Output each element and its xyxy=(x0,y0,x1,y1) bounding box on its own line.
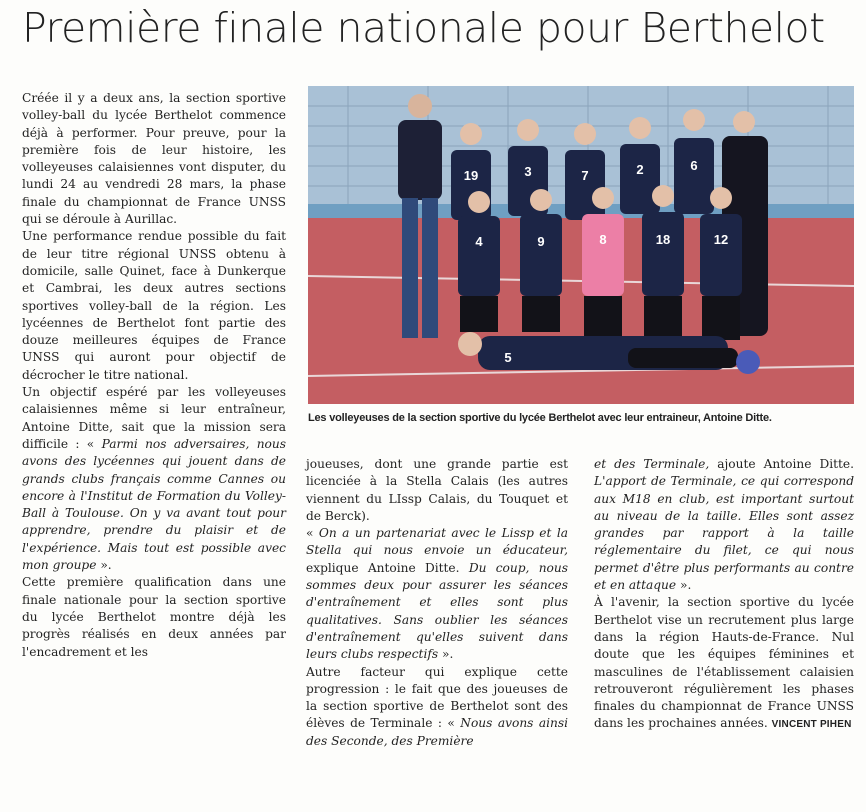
paragraph: et des Terminale, ajoute Antoine Ditte. L'apport de Terminale, ce qui correspond aux M18 en club, est important surtout au niveau de la taille. Elles sont assez grandes par rapport à la taille réglementaire du filet, ce qui nous permet d'être plus performants au contre et en attaque ». xyxy=(594,457,855,593)
author-signature: VINCENT PIHEN xyxy=(771,719,852,731)
quote: Du coup, nous sommes deux pour assurer les séances d'entraînement et elles sont plus qualitatives. Sans oublier les séances d'entraînement qu'elles suivent dans leurs clubs respectifs xyxy=(306,560,569,662)
jersey-number: 3 xyxy=(524,164,532,179)
quote: On a un partenariat avec le Lissp et la Stella qui nous envoie un éducateur, xyxy=(306,526,569,558)
jersey-number: 18 xyxy=(655,232,671,247)
paragraph: Un objectif espéré par les volleyeuses calaisiennes même si leur entraîneur, Antoine Ditte, sait que la mission sera difficile : « Parmi nos adversaires, nous avons des lycéennes qui jouent dans de grands clubs français comme Cannes ou encore à l'Institut de Formation du Volley-Ball à Toulouse. On y va avant tout pour apprendre, prendre du plaisir et de l'expérience. Mais tout est possible avec mon groupe ». xyxy=(22,385,286,573)
jersey-number: 9 xyxy=(537,234,545,249)
text-column-3 xyxy=(594,456,854,734)
paragraph: joueuses, dont une grande partie est licenciée à la Stella Calais (les autres viennent du LIssp Calais, du Touquet et de Berck). xyxy=(306,457,568,523)
paragraph: Une performance rendue possible du fait de leur titre régional UNSS obtenu à domicile, salle Quinet, face à Dunkerque et Cambrai, les deux autres sections sportives volley-ball de la région. Les lycéennes de Berthelot font partie des douze meilleures équipes de France UNSS qui auront pour objectif de décrocher le titre national. xyxy=(22,229,286,382)
jersey-number: 6 xyxy=(690,158,698,173)
quote: et des Terminale, xyxy=(594,457,710,471)
team-photo xyxy=(308,86,854,404)
jersey-number: 12 xyxy=(713,232,729,247)
paragraph: À l'avenir, la section sportive du lycée Berthelot vise un recrutement plus large dans la région Hauts-de-France. Nul doute que les équipes féminines et masculines de l'établissement calaisien retrouveront régulièrement les phases finales du championnat de France UNSS dans les prochaines années. VINCENT PIHEN xyxy=(594,595,854,731)
paragraph: Cette première qualification dans une finale nationale pour la section sportive du lycée Berthelot montre déjà les progrès réalisés en deux années par l'encadrement et les xyxy=(22,575,286,659)
paragraph: Créée il y a deux ans, la section sportive volley-ball du lycée Berthelot commence déjà à performer. Pour preuve, pour la première fois de leur histoire, les volleyeuses calaisiennes vont disputer, du lundi 24 au vendredi 28 mars, la phase finale du championnat de France UNSS qui se déroule à Aurillac. xyxy=(22,91,286,227)
jersey-number: 5 xyxy=(504,350,512,365)
paragraph: Autre facteur qui explique cette progression : le fait que des joueuses de la section sportive de Berthelot sont des élèves de Terminale : « Nous avons ainsi des Seconde, des Première xyxy=(306,664,569,748)
quote: Parmi nos adversaires, nous avons des lycéennes qui jouent dans de grands clubs français comme Cannes ou encore à l'Institut de Formation du Volley-Ball à Toulouse. On y va avant tout pour apprendre, prendre du plaisir et de l'expérience. Mais tout est possible avec mon groupe xyxy=(22,436,286,573)
photo-caption: Les volleyeuses de la section sportive du lycée Berthelot avec leur entraineur, Antoine Ditte. xyxy=(308,412,772,424)
text-column-1 xyxy=(22,90,286,661)
jersey-number: 4 xyxy=(475,234,483,249)
jersey-number: 19 xyxy=(463,168,479,183)
jersey-number: 2 xyxy=(636,162,644,177)
text-column-2 xyxy=(306,456,568,750)
jersey-number: 7 xyxy=(581,168,589,183)
team-photo-illustration xyxy=(308,86,854,404)
quote: Nous avons ainsi des Seconde, des Première xyxy=(306,716,569,748)
jersey-number: 8 xyxy=(599,232,607,247)
quote: L'apport de Terminale, ce qui correspond aux M18 en club, est important surtout au niveau de la taille. Elles sont assez grandes par rapport à la taille réglementaire du filet, ce qui nous permet d'être plus performants au contre et en attaque xyxy=(594,474,854,593)
article-headline: Première finale nationale pour Berthelot xyxy=(22,4,825,52)
paragraph: « On a un partenariat avec le Lissp et la Stella qui nous envoie un éducateur, explique Antoine Ditte. Du coup, nous sommes deux pour assurer les séances d'entraînement et elles sont plus qualitatives. Sans oublier les séances d'entraînement qu'elles suivent dans leurs clubs respectifs ». xyxy=(306,526,569,662)
